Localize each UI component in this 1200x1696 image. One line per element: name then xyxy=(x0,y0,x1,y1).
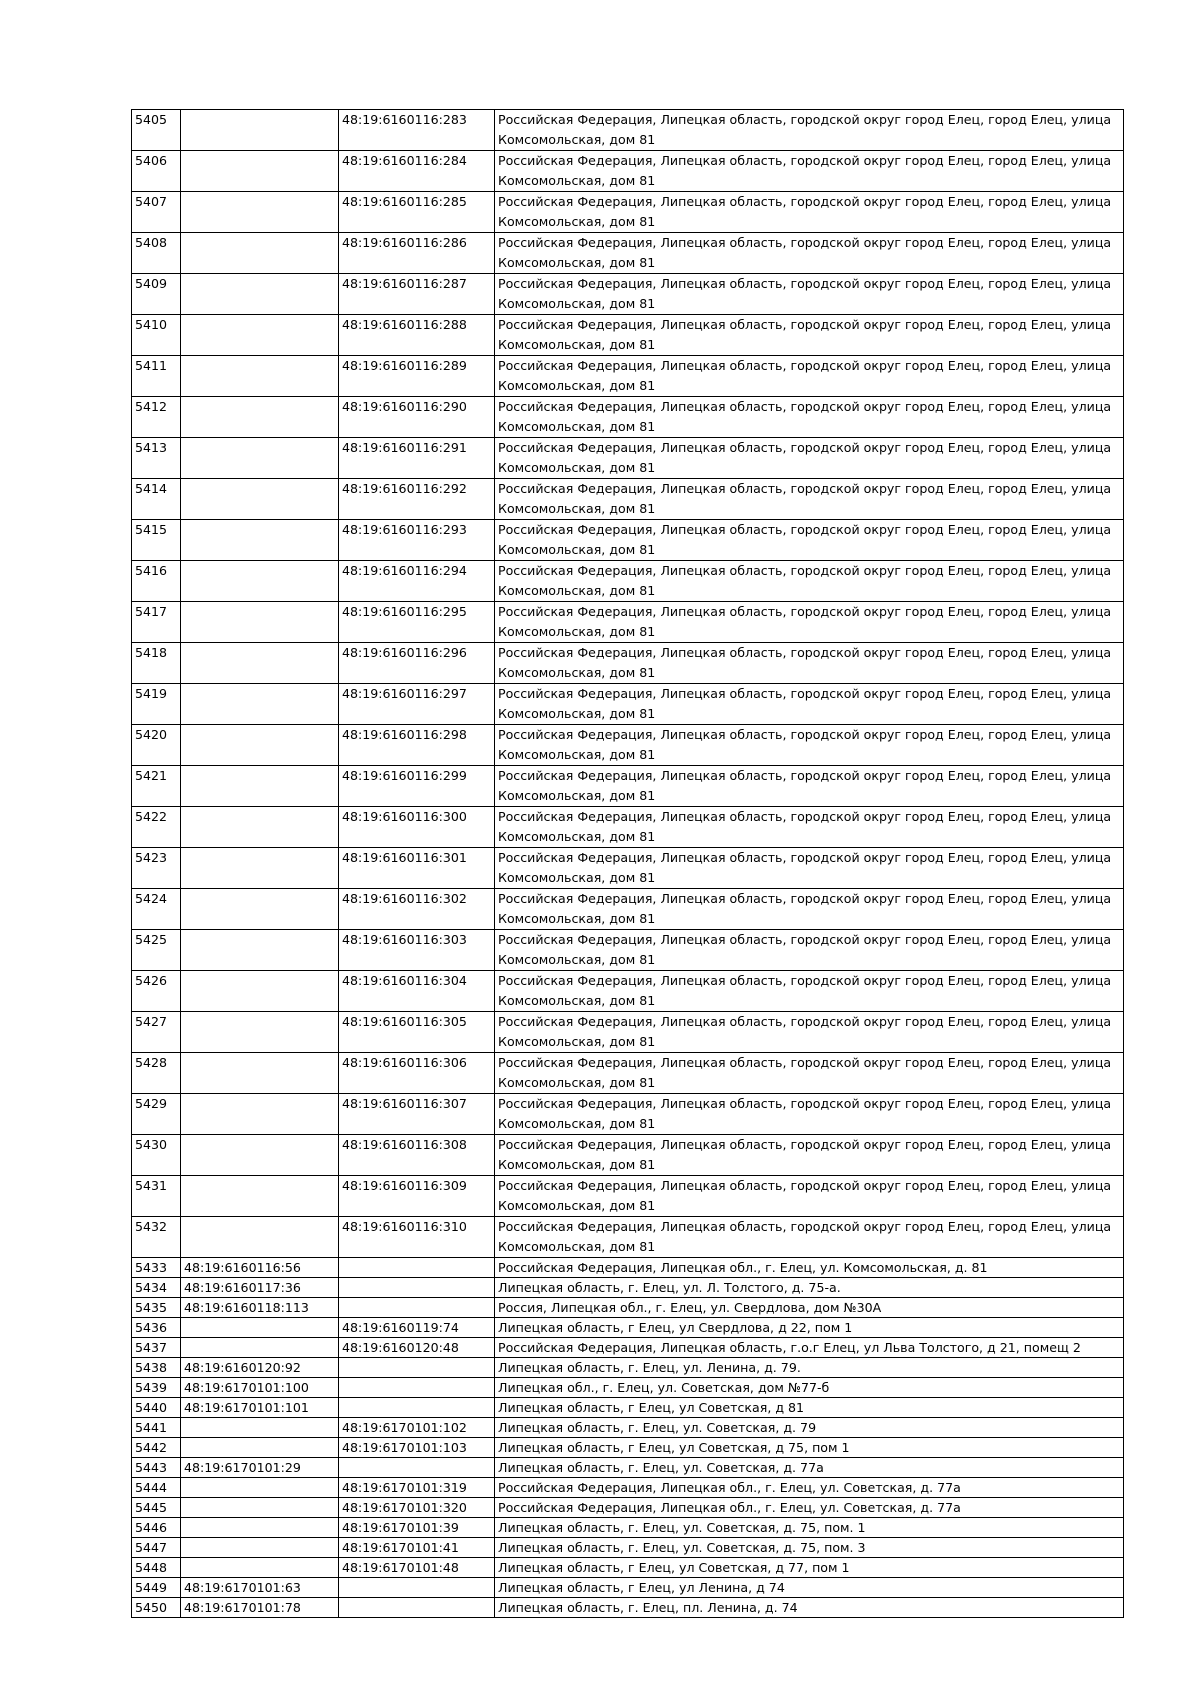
address-cell: Российская Федерация, Липецкая область, городской округ город Елец, город Елец, улица Комсомольская, дом 81 xyxy=(495,561,1124,602)
cadastral-number-a-cell: 48:19:6160120:92 xyxy=(181,1358,339,1378)
cadastral-number-a-cell xyxy=(181,1176,339,1217)
address-cell: Российская Федерация, Липецкая область, городской округ город Елец, город Елец, улица Комсомольская, дом 81 xyxy=(495,1053,1124,1094)
row-number-cell: 5445 xyxy=(132,1498,181,1518)
cadastral-number-b-cell: 48:19:6160119:74 xyxy=(339,1318,495,1338)
cadastral-number-b-cell: 48:19:6160116:289 xyxy=(339,356,495,397)
address-cell: Российская Федерация, Липецкая область, городской округ город Елец, город Елец, улица Комсомольская, дом 81 xyxy=(495,725,1124,766)
table-row xyxy=(132,1258,1124,1278)
row-number-cell: 5410 xyxy=(132,315,181,356)
row-number-cell: 5408 xyxy=(132,233,181,274)
table-row xyxy=(132,561,1124,602)
cadastral-number-a-cell xyxy=(181,1094,339,1135)
table-row xyxy=(132,1458,1124,1478)
cadastral-number-b-cell: 48:19:6160116:298 xyxy=(339,725,495,766)
cadastral-number-b-cell: 48:19:6160116:305 xyxy=(339,1012,495,1053)
table-row xyxy=(132,1012,1124,1053)
table-row xyxy=(132,1578,1124,1598)
table-row xyxy=(132,643,1124,684)
cadastral-number-b-cell xyxy=(339,1578,495,1598)
table-row xyxy=(132,971,1124,1012)
table-row xyxy=(132,438,1124,479)
cadastral-number-a-cell xyxy=(181,1338,339,1358)
row-number-cell: 5424 xyxy=(132,889,181,930)
row-number-cell: 5446 xyxy=(132,1518,181,1538)
address-cell: Российская Федерация, Липецкая область, городской округ город Елец, город Елец, улица Комсомольская, дом 81 xyxy=(495,356,1124,397)
table-row xyxy=(132,1176,1124,1217)
table-row xyxy=(132,151,1124,192)
cadastral-number-a-cell xyxy=(181,192,339,233)
table-row xyxy=(132,684,1124,725)
cadastral-number-b-cell: 48:19:6160116:292 xyxy=(339,479,495,520)
cadastral-number-a-cell xyxy=(181,971,339,1012)
table-row xyxy=(132,930,1124,971)
address-cell: Липецкая область, г. Елец, ул. Л. Толстого, д. 75-а. xyxy=(495,1278,1124,1298)
row-number-cell: 5432 xyxy=(132,1217,181,1258)
cadastral-number-b-cell: 48:19:6160116:304 xyxy=(339,971,495,1012)
cadastral-number-b-cell: 48:19:6160116:310 xyxy=(339,1217,495,1258)
cadastral-number-b-cell: 48:19:6160116:308 xyxy=(339,1135,495,1176)
cadastral-number-b-cell: 48:19:6160116:290 xyxy=(339,397,495,438)
cadastral-number-a-cell xyxy=(181,1217,339,1258)
table-row xyxy=(132,1398,1124,1418)
table-row xyxy=(132,315,1124,356)
table-row xyxy=(132,1135,1124,1176)
table-row xyxy=(132,766,1124,807)
cadastral-number-b-cell xyxy=(339,1378,495,1398)
cadastral-number-a-cell xyxy=(181,766,339,807)
table-row xyxy=(132,520,1124,561)
cadastral-number-b-cell: 48:19:6170101:39 xyxy=(339,1518,495,1538)
cadastral-number-b-cell: 48:19:6160116:283 xyxy=(339,110,495,151)
cadastral-number-a-cell xyxy=(181,848,339,889)
row-number-cell: 5438 xyxy=(132,1358,181,1378)
cadastral-number-b-cell: 48:19:6170101:41 xyxy=(339,1538,495,1558)
address-cell: Российская Федерация, Липецкая область, городской округ город Елец, город Елец, улица Комсомольская, дом 81 xyxy=(495,1094,1124,1135)
table-row xyxy=(132,1538,1124,1558)
cadastral-number-a-cell: 48:19:6160117:36 xyxy=(181,1278,339,1298)
cadastral-number-a-cell: 48:19:6160116:56 xyxy=(181,1258,339,1278)
cadastral-number-a-cell xyxy=(181,110,339,151)
table-row xyxy=(132,110,1124,151)
cadastral-number-a-cell xyxy=(181,561,339,602)
cadastral-number-b-cell: 48:19:6160116:300 xyxy=(339,807,495,848)
cadastral-number-b-cell xyxy=(339,1258,495,1278)
table-row xyxy=(132,807,1124,848)
cadastral-number-a-cell: 48:19:6170101:29 xyxy=(181,1458,339,1478)
row-number-cell: 5405 xyxy=(132,110,181,151)
address-cell: Российская Федерация, Липецкая область, городской округ город Елец, город Елец, улица Комсомольская, дом 81 xyxy=(495,889,1124,930)
table-row xyxy=(132,1338,1124,1358)
address-cell: Российская Федерация, Липецкая область, городской округ город Елец, город Елец, улица Комсомольская, дом 81 xyxy=(495,807,1124,848)
cadastral-number-a-cell: 48:19:6170101:63 xyxy=(181,1578,339,1598)
row-number-cell: 5437 xyxy=(132,1338,181,1358)
cadastral-number-a-cell xyxy=(181,643,339,684)
cadastral-number-b-cell: 48:19:6160116:303 xyxy=(339,930,495,971)
address-cell: Российская Федерация, Липецкая область, городской округ город Елец, город Елец, улица Комсомольская, дом 81 xyxy=(495,766,1124,807)
table-row xyxy=(132,397,1124,438)
row-number-cell: 5441 xyxy=(132,1418,181,1438)
cadastral-number-a-cell xyxy=(181,315,339,356)
cadastral-number-b-cell xyxy=(339,1278,495,1298)
cadastral-number-b-cell xyxy=(339,1358,495,1378)
row-number-cell: 5420 xyxy=(132,725,181,766)
cadastral-number-a-cell: 48:19:6160118:113 xyxy=(181,1298,339,1318)
address-cell: Российская Федерация, Липецкая область, городской округ город Елец, город Елец, улица Комсомольская, дом 81 xyxy=(495,315,1124,356)
row-number-cell: 5427 xyxy=(132,1012,181,1053)
address-cell: Российская Федерация, Липецкая область, городской округ город Елец, город Елец, улица Комсомольская, дом 81 xyxy=(495,930,1124,971)
cadastral-number-b-cell: 48:19:6160116:287 xyxy=(339,274,495,315)
address-cell: Российская Федерация, Липецкая область, городской округ город Елец, город Елец, улица Комсомольская, дом 81 xyxy=(495,602,1124,643)
cadastral-number-a-cell xyxy=(181,684,339,725)
address-cell: Российская Федерация, Липецкая обл., г. Елец, ул. Советская, д. 77а xyxy=(495,1498,1124,1518)
address-cell: Российская Федерация, Липецкая область, городской округ город Елец, город Елец, улица Комсомольская, дом 81 xyxy=(495,192,1124,233)
table-row xyxy=(132,1478,1124,1498)
table-row xyxy=(132,889,1124,930)
cadastral-number-a-cell xyxy=(181,520,339,561)
address-cell: Липецкая область, г. Елец, ул. Ленина, д. 79. xyxy=(495,1358,1124,1378)
cadastral-number-a-cell xyxy=(181,438,339,479)
address-cell: Российская Федерация, Липецкая область, городской округ город Елец, город Елец, улица Комсомольская, дом 81 xyxy=(495,643,1124,684)
table-row xyxy=(132,1498,1124,1518)
row-number-cell: 5436 xyxy=(132,1318,181,1338)
address-cell: Липецкая область, г. Елец, ул. Советская, д. 75, пом. 1 xyxy=(495,1518,1124,1538)
cadastral-number-a-cell: 48:19:6170101:78 xyxy=(181,1598,339,1618)
address-cell: Липецкая обл., г. Елец, ул. Советская, дом №77-б xyxy=(495,1378,1124,1398)
row-number-cell: 5444 xyxy=(132,1478,181,1498)
cadastral-number-b-cell xyxy=(339,1458,495,1478)
row-number-cell: 5416 xyxy=(132,561,181,602)
cadastral-number-a-cell xyxy=(181,479,339,520)
table-row xyxy=(132,479,1124,520)
cadastral-number-b-cell: 48:19:6160116:293 xyxy=(339,520,495,561)
address-cell: Российская Федерация, Липецкая область, городской округ город Елец, город Елец, улица Комсомольская, дом 81 xyxy=(495,1176,1124,1217)
address-cell: Российская Федерация, Липецкая область, городской округ город Елец, город Елец, улица Комсомольская, дом 81 xyxy=(495,479,1124,520)
cadastral-number-a-cell xyxy=(181,151,339,192)
table-row xyxy=(132,848,1124,889)
address-cell: Российская Федерация, Липецкая область, городской округ город Елец, город Елец, улица Комсомольская, дом 81 xyxy=(495,1217,1124,1258)
cadastral-number-b-cell: 48:19:6160116:286 xyxy=(339,233,495,274)
address-cell: Российская Федерация, Липецкая область, городской округ город Елец, город Елец, улица Комсомольская, дом 81 xyxy=(495,971,1124,1012)
cadastral-number-a-cell xyxy=(181,1518,339,1538)
cadastral-number-b-cell: 48:19:6160116:288 xyxy=(339,315,495,356)
row-number-cell: 5413 xyxy=(132,438,181,479)
address-cell: Российская Федерация, Липецкая область, городской округ город Елец, город Елец, улица Комсомольская, дом 81 xyxy=(495,397,1124,438)
table-row xyxy=(132,1378,1124,1398)
cadastral-number-b-cell: 48:19:6170101:48 xyxy=(339,1558,495,1578)
address-cell: Российская Федерация, Липецкая область, городской округ город Елец, город Елец, улица Комсомольская, дом 81 xyxy=(495,151,1124,192)
row-number-cell: 5448 xyxy=(132,1558,181,1578)
row-number-cell: 5414 xyxy=(132,479,181,520)
row-number-cell: 5443 xyxy=(132,1458,181,1478)
cadastral-number-a-cell xyxy=(181,1558,339,1578)
address-cell: Липецкая область, г. Елец, ул. Советская, д. 75, пом. 3 xyxy=(495,1538,1124,1558)
address-cell: Липецкая область, г. Елец, пл. Ленина, д. 74 xyxy=(495,1598,1124,1618)
cadastral-number-b-cell: 48:19:6160116:296 xyxy=(339,643,495,684)
address-cell: Липецкая область, г Елец, ул Советская, д 77, пом 1 xyxy=(495,1558,1124,1578)
row-number-cell: 5434 xyxy=(132,1278,181,1298)
row-number-cell: 5429 xyxy=(132,1094,181,1135)
row-number-cell: 5415 xyxy=(132,520,181,561)
cadastral-number-a-cell xyxy=(181,1135,339,1176)
row-number-cell: 5447 xyxy=(132,1538,181,1558)
row-number-cell: 5423 xyxy=(132,848,181,889)
cadastral-number-a-cell xyxy=(181,807,339,848)
row-number-cell: 5440 xyxy=(132,1398,181,1418)
cadastral-number-a-cell xyxy=(181,1053,339,1094)
address-cell: Липецкая область, г Елец, ул Советская, д 75, пом 1 xyxy=(495,1438,1124,1458)
address-cell: Липецкая область, г Елец, ул Свердлова, д 22, пом 1 xyxy=(495,1318,1124,1338)
cadastral-number-a-cell xyxy=(181,233,339,274)
cadastral-number-a-cell xyxy=(181,1318,339,1338)
table-row xyxy=(132,1518,1124,1538)
cadastral-number-a-cell xyxy=(181,725,339,766)
address-cell: Российская Федерация, Липецкая обл., г. Елец, ул. Комсомольская, д. 81 xyxy=(495,1258,1124,1278)
address-cell: Российская Федерация, Липецкая область, г.о.г Елец, ул Льва Толстого, д 21, помещ 2 xyxy=(495,1338,1124,1358)
row-number-cell: 5433 xyxy=(132,1258,181,1278)
cadastral-number-b-cell: 48:19:6160116:302 xyxy=(339,889,495,930)
cadastral-number-b-cell: 48:19:6170101:102 xyxy=(339,1418,495,1438)
row-number-cell: 5430 xyxy=(132,1135,181,1176)
cadastral-number-a-cell xyxy=(181,1478,339,1498)
row-number-cell: 5422 xyxy=(132,807,181,848)
row-number-cell: 5425 xyxy=(132,930,181,971)
cadastral-number-b-cell: 48:19:6160116:294 xyxy=(339,561,495,602)
cadastral-number-b-cell xyxy=(339,1298,495,1318)
address-cell: Россия, Липецкая обл., г. Елец, ул. Свердлова, дом №30А xyxy=(495,1298,1124,1318)
row-number-cell: 5406 xyxy=(132,151,181,192)
cadastral-number-b-cell: 48:19:6170101:319 xyxy=(339,1478,495,1498)
row-number-cell: 5407 xyxy=(132,192,181,233)
cadastral-number-a-cell xyxy=(181,1498,339,1518)
cadastral-number-b-cell: 48:19:6160116:285 xyxy=(339,192,495,233)
cadastral-number-a-cell xyxy=(181,1438,339,1458)
row-number-cell: 5428 xyxy=(132,1053,181,1094)
registry-table xyxy=(131,109,1124,1618)
row-number-cell: 5442 xyxy=(132,1438,181,1458)
cadastral-number-a-cell xyxy=(181,1538,339,1558)
cadastral-number-b-cell: 48:19:6160116:307 xyxy=(339,1094,495,1135)
table-row xyxy=(132,1358,1124,1378)
address-cell: Липецкая область, г. Елец, ул. Советская, д. 77а xyxy=(495,1458,1124,1478)
table-row xyxy=(132,1217,1124,1258)
table-row xyxy=(132,1558,1124,1578)
cadastral-number-b-cell: 48:19:6160116:306 xyxy=(339,1053,495,1094)
table-row xyxy=(132,1318,1124,1338)
cadastral-number-a-cell xyxy=(181,930,339,971)
table-row xyxy=(132,233,1124,274)
cadastral-number-b-cell: 48:19:6160116:295 xyxy=(339,602,495,643)
address-cell: Липецкая область, г Елец, ул Ленина, д 74 xyxy=(495,1578,1124,1598)
address-cell: Российская Федерация, Липецкая область, городской округ город Елец, город Елец, улица Комсомольская, дом 81 xyxy=(495,1135,1124,1176)
table-row xyxy=(132,192,1124,233)
cadastral-number-b-cell: 48:19:6160116:284 xyxy=(339,151,495,192)
address-cell: Российская Федерация, Липецкая область, городской округ город Елец, город Елец, улица Комсомольская, дом 81 xyxy=(495,274,1124,315)
cadastral-number-b-cell: 48:19:6160116:297 xyxy=(339,684,495,725)
table-row xyxy=(132,1598,1124,1618)
cadastral-number-a-cell xyxy=(181,1418,339,1438)
registry-table-body xyxy=(132,110,1124,1618)
table-row xyxy=(132,1298,1124,1318)
table-row xyxy=(132,1278,1124,1298)
address-cell: Российская Федерация, Липецкая область, городской округ город Елец, город Елец, улица Комсомольская, дом 81 xyxy=(495,233,1124,274)
address-cell: Российская Федерация, Липецкая область, городской округ город Елец, город Елец, улица Комсомольская, дом 81 xyxy=(495,110,1124,151)
row-number-cell: 5412 xyxy=(132,397,181,438)
row-number-cell: 5431 xyxy=(132,1176,181,1217)
address-cell: Российская Федерация, Липецкая область, городской округ город Елец, город Елец, улица Комсомольская, дом 81 xyxy=(495,438,1124,479)
row-number-cell: 5439 xyxy=(132,1378,181,1398)
table-row xyxy=(132,1053,1124,1094)
address-cell: Российская Федерация, Липецкая область, городской округ город Елец, город Елец, улица Комсомольская, дом 81 xyxy=(495,684,1124,725)
cadastral-number-b-cell: 48:19:6170101:320 xyxy=(339,1498,495,1518)
address-cell: Липецкая область, г Елец, ул Советская, д 81 xyxy=(495,1398,1124,1418)
table-row xyxy=(132,1094,1124,1135)
cadastral-number-a-cell xyxy=(181,356,339,397)
cadastral-number-b-cell: 48:19:6160116:301 xyxy=(339,848,495,889)
row-number-cell: 5409 xyxy=(132,274,181,315)
cadastral-number-b-cell xyxy=(339,1398,495,1418)
table-row xyxy=(132,356,1124,397)
cadastral-number-b-cell: 48:19:6170101:103 xyxy=(339,1438,495,1458)
cadastral-number-b-cell: 48:19:6160116:309 xyxy=(339,1176,495,1217)
cadastral-number-a-cell xyxy=(181,602,339,643)
row-number-cell: 5449 xyxy=(132,1578,181,1598)
table-row xyxy=(132,1438,1124,1458)
cadastral-number-a-cell xyxy=(181,1012,339,1053)
cadastral-number-a-cell xyxy=(181,274,339,315)
cadastral-number-a-cell xyxy=(181,397,339,438)
address-cell: Российская Федерация, Липецкая обл., г. Елец, ул. Советская, д. 77а xyxy=(495,1478,1124,1498)
table-row xyxy=(132,1418,1124,1438)
cadastral-number-a-cell: 48:19:6170101:100 xyxy=(181,1378,339,1398)
address-cell: Российская Федерация, Липецкая область, городской округ город Елец, город Елец, улица Комсомольская, дом 81 xyxy=(495,1012,1124,1053)
address-cell: Липецкая область, г. Елец, ул. Советская, д. 79 xyxy=(495,1418,1124,1438)
cadastral-number-a-cell: 48:19:6170101:101 xyxy=(181,1398,339,1418)
row-number-cell: 5426 xyxy=(132,971,181,1012)
cadastral-number-a-cell xyxy=(181,889,339,930)
cadastral-number-b-cell: 48:19:6160120:48 xyxy=(339,1338,495,1358)
cadastral-number-b-cell: 48:19:6160116:291 xyxy=(339,438,495,479)
address-cell: Российская Федерация, Липецкая область, городской округ город Елец, город Елец, улица Комсомольская, дом 81 xyxy=(495,848,1124,889)
row-number-cell: 5418 xyxy=(132,643,181,684)
address-cell: Российская Федерация, Липецкая область, городской округ город Елец, город Елец, улица Комсомольская, дом 81 xyxy=(495,520,1124,561)
table-row xyxy=(132,274,1124,315)
row-number-cell: 5419 xyxy=(132,684,181,725)
row-number-cell: 5450 xyxy=(132,1598,181,1618)
row-number-cell: 5411 xyxy=(132,356,181,397)
table-row xyxy=(132,602,1124,643)
row-number-cell: 5421 xyxy=(132,766,181,807)
cadastral-number-b-cell: 48:19:6160116:299 xyxy=(339,766,495,807)
row-number-cell: 5417 xyxy=(132,602,181,643)
table-row xyxy=(132,725,1124,766)
row-number-cell: 5435 xyxy=(132,1298,181,1318)
cadastral-number-b-cell xyxy=(339,1598,495,1618)
